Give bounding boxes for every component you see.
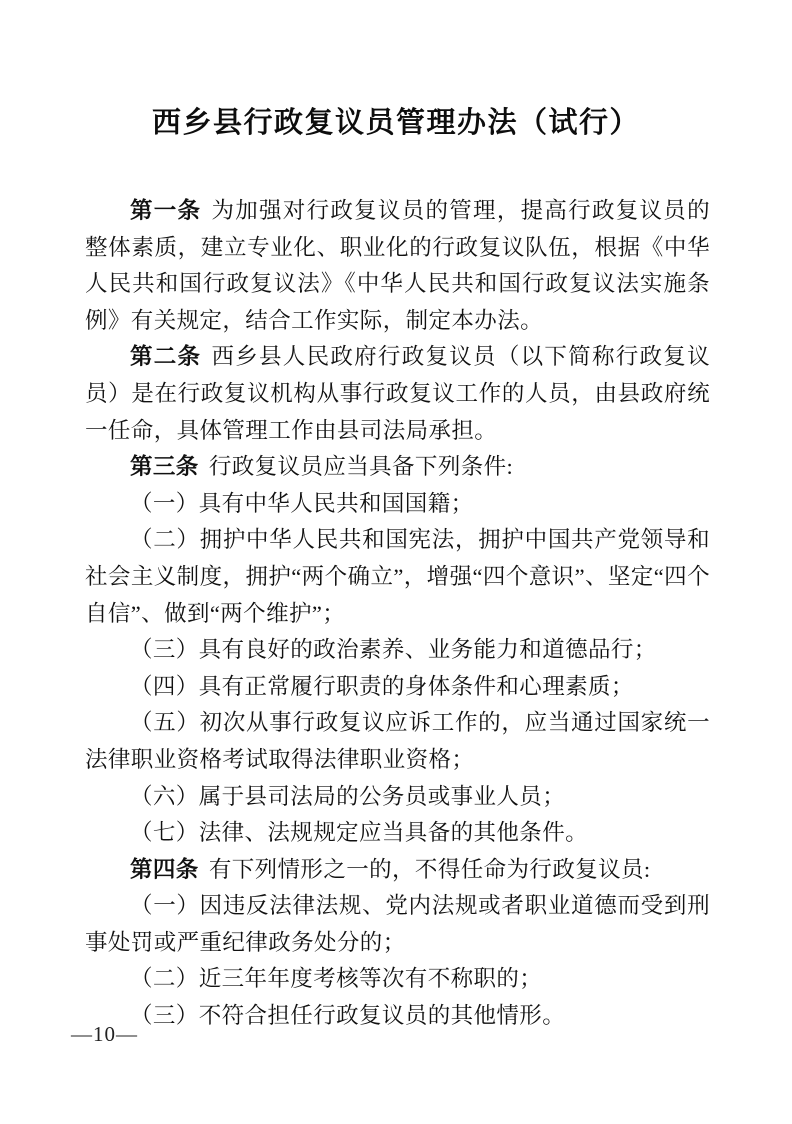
paragraph-item	[85, 486, 710, 523]
article-number: 第四条	[130, 856, 199, 882]
paragraph-item	[85, 888, 710, 961]
paragraph-item	[85, 815, 710, 852]
paragraph-text: （二）近三年年度考核等次有不称职的；	[130, 966, 543, 992]
paragraph-text: （二）拥护中华人民共和国宪法，拥护中国共产党领导和社会主义制度，拥护“两个确立”，增强“四个意识”、坚定“四个自信”、做到“两个维护”；	[85, 527, 710, 626]
paragraph-text: （一）具有中华人民共和国国籍；	[130, 490, 474, 516]
page-title: 西乡县行政复议员管理办法（试行）	[151, 107, 640, 139]
paragraph-text: 行政复议员应当具备下列条件:	[208, 454, 514, 480]
paragraph-article-1	[85, 193, 710, 339]
article-number: 第二条	[130, 344, 202, 370]
paragraph-text: （四）具有正常履行职责的身体条件和心理素质；	[130, 673, 634, 699]
paragraph-item	[85, 998, 710, 1035]
paragraph-text: （六）属于县司法局的公务员或事业人员；	[130, 783, 566, 809]
paragraph-article-4	[85, 852, 710, 889]
paragraph-text: （五）初次从事行政复议应诉工作的，应当通过国家统一法律职业资格考试取得法律职业资格；	[85, 710, 710, 772]
paragraph-item	[85, 669, 710, 706]
paragraph-item	[85, 705, 710, 778]
paragraph-item	[85, 522, 710, 632]
article-number: 第一条	[130, 198, 202, 223]
article-number: 第三条	[130, 454, 199, 480]
paragraph-text: （一）因违反法律法规、党内法规或者职业道德而受到刑事处罚或严重纪律政务处分的；	[85, 893, 710, 955]
paragraph-article-2	[85, 339, 710, 449]
paragraph-text: （三）具有良好的政治素养、业务能力和道德品行；	[130, 637, 657, 663]
paragraph-text: 为加强对行政复议员的管理，提高行政复议员的整体素质，建立专业化、职业化的行政复议队伍，根据《中华人民共和国行政复议法》《中华人民共和国行政复议法实施条例》有关规定，结合工作实际，制定本办法。	[85, 198, 710, 333]
paragraph-text: （三）不符合担任行政复议员的其他情形。	[130, 1003, 566, 1029]
page-number: —10—	[71, 1022, 138, 1046]
paragraph-item	[85, 961, 710, 998]
paragraph-item	[85, 779, 710, 816]
paragraph-text: 西乡县人民政府行政复议员（以下简称行政复议员）是在行政复议机构从事行政复议工作的人员，由县政府统一任命，具体管理工作由县司法局承担。	[85, 344, 710, 443]
paragraph-text: 有下列情形之一的，不得任命为行政复议员:	[208, 856, 651, 882]
paragraph-text: （七）法律、法规规定应当具备的其他条件。	[130, 820, 589, 846]
paragraph-item	[85, 632, 710, 669]
document-body	[85, 193, 710, 1035]
paragraph-article-3	[85, 449, 710, 486]
